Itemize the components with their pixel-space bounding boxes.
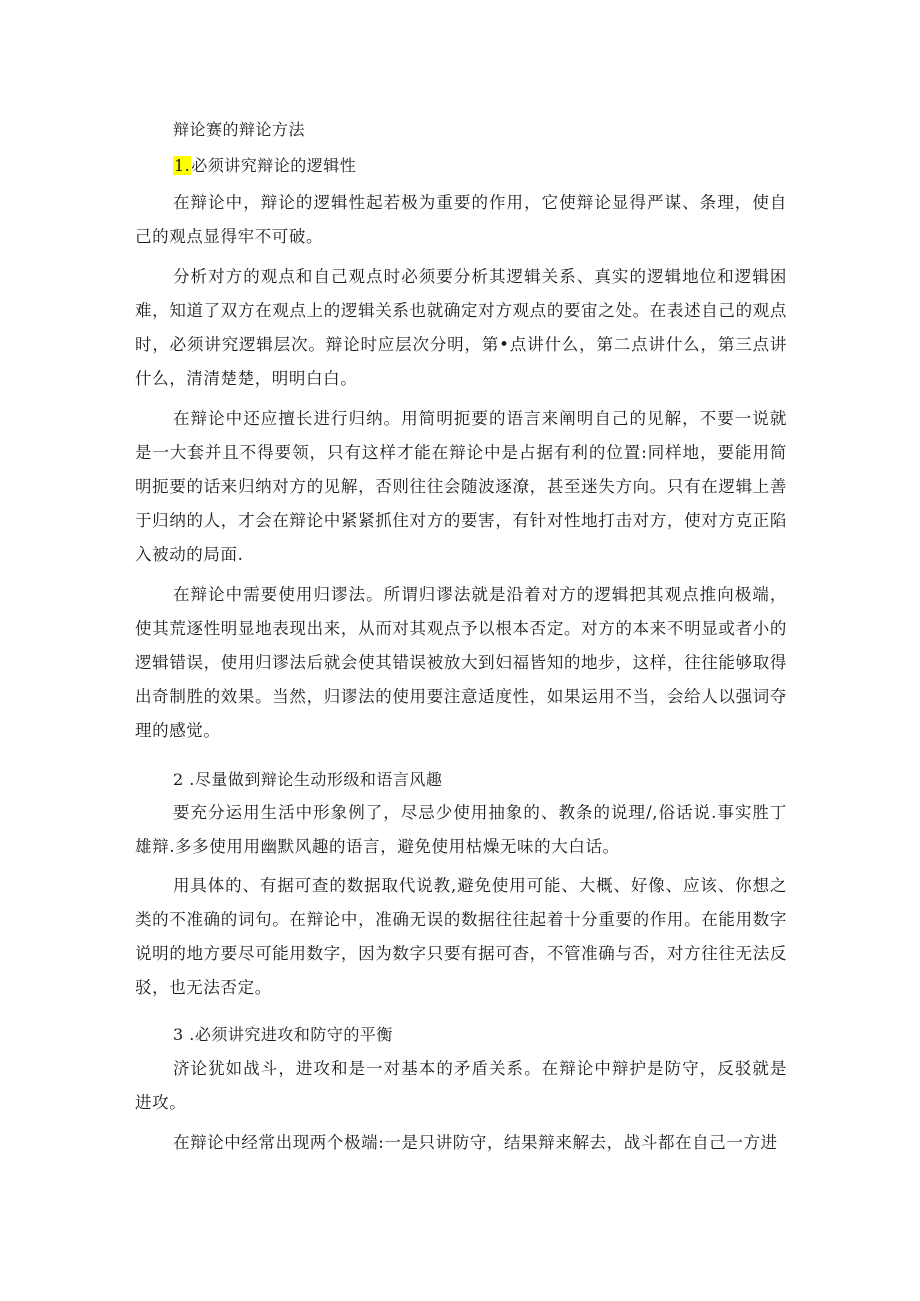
section-heading-3: 3 .必须讲究进攻和防守的平衡 [173,1025,393,1044]
paragraph-1: 在辩论中，辩论的逻辑性起若极为重要的作用，它使辩论显得严谋、条理，使自己的观点显得牢不可破。 [135,193,787,246]
section-heading-2: 2 .尽量做到辩论生动形级和语言风趣 [173,770,443,789]
paragraph-4: 在辩论中需要使用归谬法。所谓归谬法就是沿着对方的逻辑把其观点推向极端，使其荒逐性明显地表现出来，从而对其观点予以根本否定。对方的本来不明显或者小的逻辑错误，使用归谬法后就会使其错误被放大到妇福皆知的地步，这样，往往能够取得出奇制胜的效果。当然，归谬法的使用要注意适度性，如果运用不当，会给人以强词夺理的感觉。 [135,585,787,740]
paragraph-5: 要充分运用生活中形象例了，尽忌少使用抽象的、教条的说理/,俗话说.事实胜丁雄辩.多多使用用幽默风趣的语言，避免使用枯燥无味的大白话。 [135,803,787,856]
paragraph-3: 在辩论中还应擅长进行归纳。用简明扼要的语言来阐明自己的见解，不要一说就是一大套并且不得要领，只有这样才能在辩论中是占据有利的位置:同样地，要能用简明扼要的话来归纳对方的见解，否则往往会随波逐潦，甚至迷失方向。只有在逻辑上善于归纳的人，才会在辩论中紧紧抓住对方的要害，有针对性地打击对方，使对方克正陷入被动的局面. [135,409,787,564]
section-heading-1-text: 必须讲究辩论的逻辑性 [191,156,357,175]
paragraph-6: 用具体的、有据可查的数据取代说教,避免使用可能、大概、好像、应该、你想之类的不准确的词句。在辩论中，准确无误的数据往往起着十分重要的作用。在能用数字说明的地方要尽可能用数字，因为数字只要有据可杳，不管准确与否，对方往往无法反驳，也无法否定。 [135,876,787,997]
paragraph-8: 在辩论中经常出现两个极端:一是只讲防守，结果辩来解去，战斗都在自己一方进 [173,1133,778,1152]
paragraph-2: 分析对方的观点和自己观点时必须要分析其逻辑关系、真实的逻辑地位和逻辑困难，知道了双方在观点上的逻辑关系也就确定对方观点的要宙之处。在表述自己的观点时，必须讲究逻辑层次。辩论时应层次分明，第•点讲什么，第二点讲什么，第三点讲什么，清清楚楚，明明白白。 [135,267,787,388]
section-heading-1 [173,153,356,179]
document-title: 辩论赛的辩论方法 [173,120,306,139]
paragraph-7: 济论犹如战斗，进攻和是一对基本的矛盾关系。在辩论中辩护是防守，反驳就是进攻。 [135,1059,787,1112]
highlighted-number: 1. [174,156,191,175]
